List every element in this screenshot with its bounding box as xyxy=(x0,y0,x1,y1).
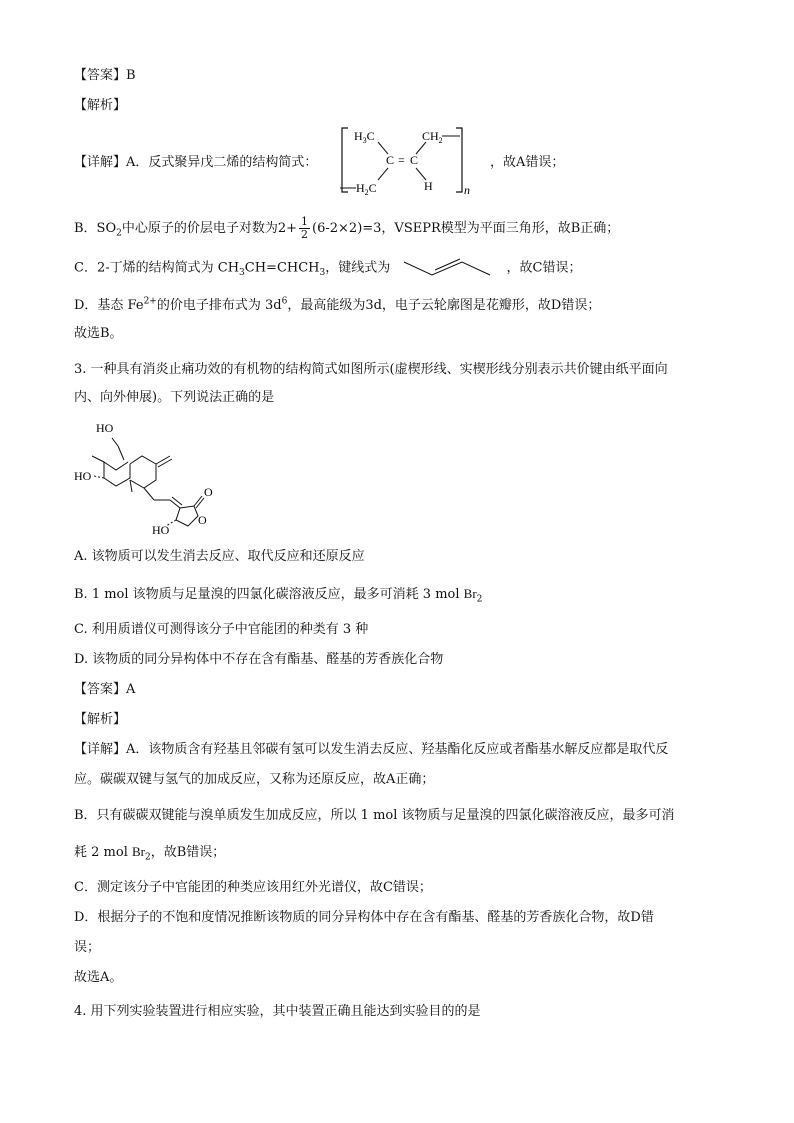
q3-answer: 【答案】A xyxy=(74,682,136,697)
q2-analysis-heading: 【解析】 xyxy=(74,98,127,113)
hydroxyl-label-top: HO xyxy=(96,421,114,435)
q4-stem: 4. 用下列实验装置进行相应实验，其中装置正确且能达到实验目的的是 xyxy=(74,1004,481,1019)
organic-molecule-structure xyxy=(72,412,222,540)
polymer-h: H xyxy=(424,179,433,193)
q2-explanation-d: D．基态 $Fe^{2+}$的价电子排布式为 $3d^6$，最高能级为3d，电子云轮廓图是花瓣形，故D错误； xyxy=(74,296,601,313)
q3-stem-line2: 内、向外伸展)。下列说法正确的是 xyxy=(74,390,275,405)
polymer-n: n xyxy=(464,183,470,196)
q3-explanation-c: C．测定该分子中官能团的种类应该用红外光谱仪，故C错误； xyxy=(74,880,432,895)
q3-analysis-heading: 【解析】 xyxy=(74,712,127,727)
q3-stem-line1: 3. 一种具有消炎止痛功效的有机物的结构简式如图所示(虚楔形线、实楔形线分别表示共价键由纸平面向 xyxy=(74,362,668,377)
q2-explanation-b: B．$SO_2$中心原子的价层电子对数为2+ $\frac{1}{2}$ (6-2×2)=3，VSEPR模型为平面三角形，故B正确； xyxy=(74,215,620,241)
q3-option-d: D. 该物质的同分异构体中不存在含有酯基、醛基的芳香族化合物 xyxy=(74,652,444,667)
ring-oxygen-label: O xyxy=(198,513,207,527)
polymer-h2c: $H_2C$ xyxy=(356,181,377,196)
polymer-ch2: $CH_2$ xyxy=(422,129,443,145)
polymer-double-bond: = xyxy=(398,153,405,167)
q2-explanation-c: C．2-丁烯的结构简式为 $CH_3CH=CHCH_3$，键线式为 ，故C错误； xyxy=(74,258,582,279)
fraction-half: $\frac{1}{2}$ xyxy=(301,215,309,241)
q2-answer: 【答案】B xyxy=(74,68,136,83)
q2-explanation-a: 【详解】A．反式聚异戊二烯的结构简式： xyxy=(74,155,318,170)
carbonyl-oxygen-label: O xyxy=(204,485,213,499)
hydroxyl-label-left: HO xyxy=(74,469,92,483)
q2-conclusion: 故选B。 xyxy=(74,326,123,341)
q3-option-c: C. 利用质谱仪可测得该分子中官能团的种类有 3 种 xyxy=(74,622,369,637)
q3-option-a: A. 该物质可以发生消去反应、取代反应和还原反应 xyxy=(74,549,365,564)
polymer-structure xyxy=(334,124,486,196)
q3-option-b: B. 1 mol 该物质与足量溴的四氯化碳溶液反应，最多可消耗 3 mol $Br_2$ xyxy=(74,586,483,605)
q3-explanation-b-line1: B．只有碳碳双键能与溴单质发生加成反应，所以 1 mol 该物质与足量溴的四氯化碳溶液反应，最多可消 xyxy=(74,808,675,823)
2-butene-skeletal-formula xyxy=(400,258,496,278)
q2-explanation-a-end: ，故A错误； xyxy=(490,155,565,170)
hydroxyl-label-bottom: HO xyxy=(152,523,170,537)
q3-explanation-b-line2: 耗 2 mol $Br_2$，故B错误； xyxy=(74,844,226,863)
q3-explanation-d-line2: 误； xyxy=(74,940,101,955)
q3-explanation-a-line2: 应。碳碳双键与氢气的加成反应，又称为还原反应，故A正确； xyxy=(74,772,435,787)
polymer-c1: C xyxy=(386,153,395,167)
q3-explanation-a-line1: 【详解】A．该物质含有羟基且邻碳有氢可以发生消去反应、羟基酯化反应或者酯基水解反应都是取代反 xyxy=(74,742,669,757)
polymer-h3c: $H_3C$ xyxy=(354,129,375,145)
q3-conclusion: 故选A。 xyxy=(74,970,123,985)
q3-explanation-d-line1: D．根据分子的不饱和度情况推断该物质的同分异构体中存在含有酯基、醛基的芳香族化合物，故D错 xyxy=(74,910,654,925)
polymer-c2: C xyxy=(410,153,419,167)
